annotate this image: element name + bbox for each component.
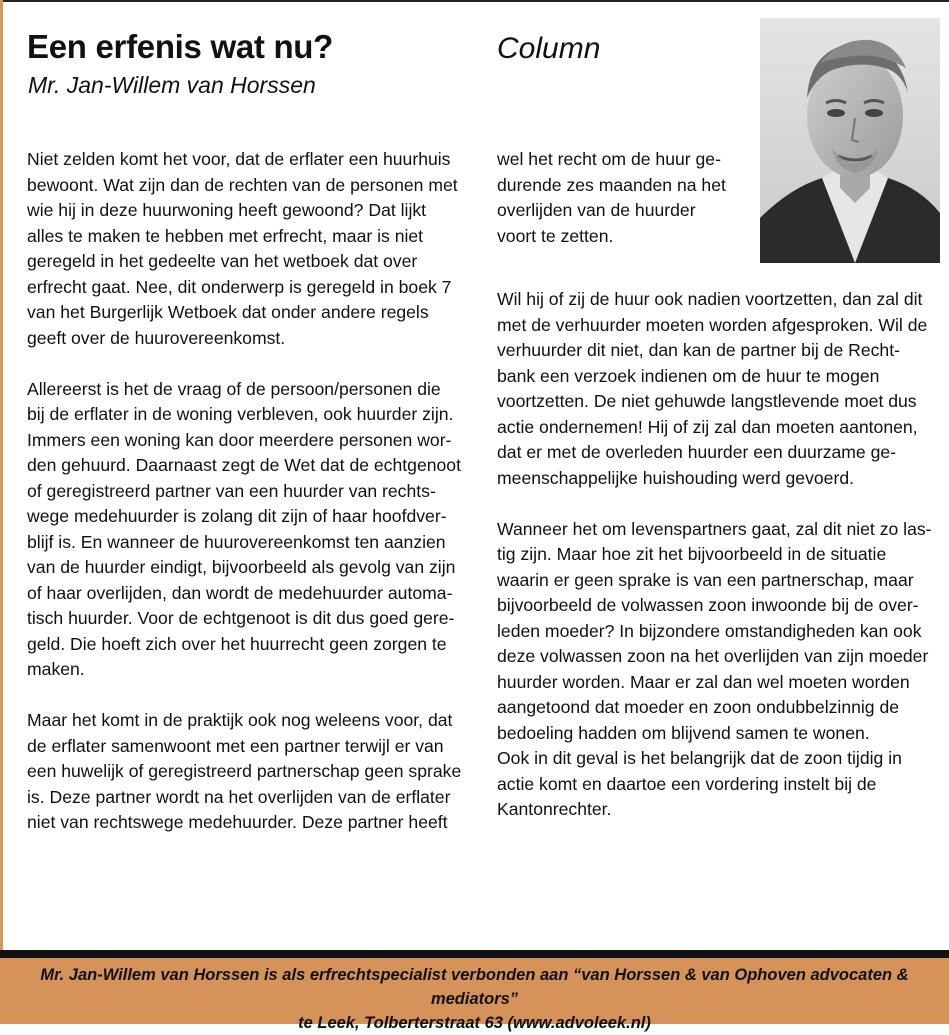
text-line: den gehuurd. Daarnaast zegt de Wet dat de echtgenoot — [27, 455, 461, 475]
text-line: of haar overlijden, dan wordt de medehuurder automa- — [27, 582, 453, 603]
text-line: de erflater samenwoont met een partner terwijl er van — [27, 735, 444, 756]
text-line: bij de erflater in de woning verbleven, ook huurder zijn. — [27, 404, 454, 424]
text-line: aangetoond dat moeder en zoon ondubbelzinnig de — [497, 697, 900, 717]
text-line: blijf is. En wanneer de huurovereenkomst ten aanzien — [27, 531, 446, 552]
text-line: Niet zelden komt het voor, dat de erflater een huurhuis — [27, 149, 451, 169]
right-text-continuation — [497, 147, 747, 249]
text-line: dat er met de overleden huurder een duurzame ge- — [497, 442, 897, 462]
section-label: Column — [497, 32, 601, 65]
text-line: geeft over de huurovereenkomst. — [27, 327, 286, 348]
article-title: Een erfenis wat nu? — [27, 28, 334, 65]
text-line: durende zes maanden na het — [497, 174, 726, 195]
text-line: Allereerst is het de vraag of de persoon/personen die — [27, 378, 441, 399]
text-line: erfrecht gaat. Nee, dit onderwerp is geregeld in boek 7 — [27, 276, 452, 297]
text-line: actie ondernemen! Hij of zij zal dan moeten aantonen, — [497, 416, 918, 437]
text-line: geregeld in het gedeelte van het wetboek dat over — [27, 251, 418, 271]
author-footer — [0, 958, 949, 1032]
text-line: bewoont. Wat zijn dan de rechten van de personen met — [27, 174, 458, 195]
text-line: wege medehuurder is zolang dit zijn of haar hoofdver- — [27, 506, 447, 526]
right-text-column — [497, 287, 932, 823]
text-line: wie hij in deze huurwoning heeft gewoond? Dat lijkt — [27, 200, 427, 220]
text-line: verhuurder dit niet, dan kan de partner bij de Recht- — [497, 340, 900, 360]
left-text-column — [27, 147, 477, 836]
text-line: huurder worden. Maar er zal dan wel moeten worden — [497, 671, 910, 692]
portrait-photo — [760, 18, 940, 263]
text-line: bedoeling hadden om blijvend samen te wonen. — [497, 722, 870, 743]
footer-divider — [0, 950, 949, 958]
text-line: deze volwassen zoon na het overlijden van zijn moeder — [497, 646, 929, 666]
paragraph — [497, 287, 929, 491]
text-line: met de verhuurder moeten worden afgesproken. Wil de — [497, 314, 928, 335]
top-border — [0, 0, 949, 2]
text-line: waarin er geen sprake is van een partnerschap, maar — [497, 569, 914, 590]
paragraph — [497, 147, 747, 249]
author-portrait — [760, 18, 940, 263]
footer-line: te Leek, Tolberterstraat 63 (www.advoleek.nl) — [298, 1014, 651, 1032]
text-line: van de huurder eindigt, bijvoorbeeld als gevolg van zijn — [27, 557, 456, 577]
text-line: Maar het komt in de praktijk ook nog weleens voor, dat — [27, 710, 453, 730]
paragraph — [27, 147, 477, 351]
text-line: of geregistreerd partner van een huurder van rechts- — [27, 480, 436, 501]
text-line: Kantonrechter. — [497, 799, 612, 819]
text-line: Wil hij of zij de huur ook nadien voortzetten, dan zal dit — [497, 289, 923, 309]
footer-line: Mr. Jan-Willem van Horssen is als erfrechtspecialist verbonden aan “van Horssen & van Ophoven advocaten & mediators” — [40, 966, 909, 1008]
text-line: Wanneer het om levenspartners gaat, zal dit niet zo las- — [497, 518, 932, 539]
text-line: van het Burgerlijk Wetboek dat onder andere regels — [27, 302, 429, 322]
paragraph — [27, 377, 477, 683]
text-line: is. Deze partner wordt na het overlijden van de erflater — [27, 786, 451, 807]
text-line: actie komt en daartoe een vordering instelt bij de — [497, 773, 877, 794]
article-author: Mr. Jan-Willem van Horssen — [28, 72, 316, 98]
text-line: wel het recht om de huur ge- — [497, 149, 721, 169]
text-line: voort te zetten. — [497, 225, 614, 246]
paragraph — [497, 517, 932, 823]
text-line: een huwelijk of geregistreerd partnerschap geen sprake — [27, 761, 462, 781]
text-line: voortzetten. De niet gehuwde langstlevende moet dus — [497, 391, 917, 411]
text-line: niet van rechtswege medehuurder. Deze partner heeft — [27, 812, 448, 832]
text-line: alles te maken te hebben met erfrecht, maar is niet — [27, 225, 424, 246]
paragraph — [27, 708, 477, 836]
text-line: Ook in dit geval is het belangrijk dat de zoon tijdig in — [497, 748, 902, 768]
text-line: bank een verzoek indienen om de huur te mogen — [497, 365, 880, 386]
text-line: bijvoorbeeld de volwassen zoon inwoonde bij de over- — [497, 595, 919, 615]
text-line: meenschappelijke huishouding werd gevoerd. — [497, 467, 854, 488]
text-line: overlijden van de huurder — [497, 200, 696, 220]
left-accent-border — [0, 0, 3, 950]
text-line: tig zijn. Maar hoe zit het bijvoorbeeld in de situatie — [497, 544, 887, 564]
text-line: Immers een woning kan door meerdere personen wor- — [27, 429, 452, 450]
text-line: geld. Die hoeft zich over het huurrecht geen zorgen te — [27, 633, 447, 654]
text-line: leden moeder? In bijzondere omstandigheden kan ook — [497, 620, 922, 641]
text-line: maken. — [27, 659, 85, 679]
text-line: tisch huurder. Voor de echtgenoot is dit dus goed gere- — [27, 608, 455, 628]
